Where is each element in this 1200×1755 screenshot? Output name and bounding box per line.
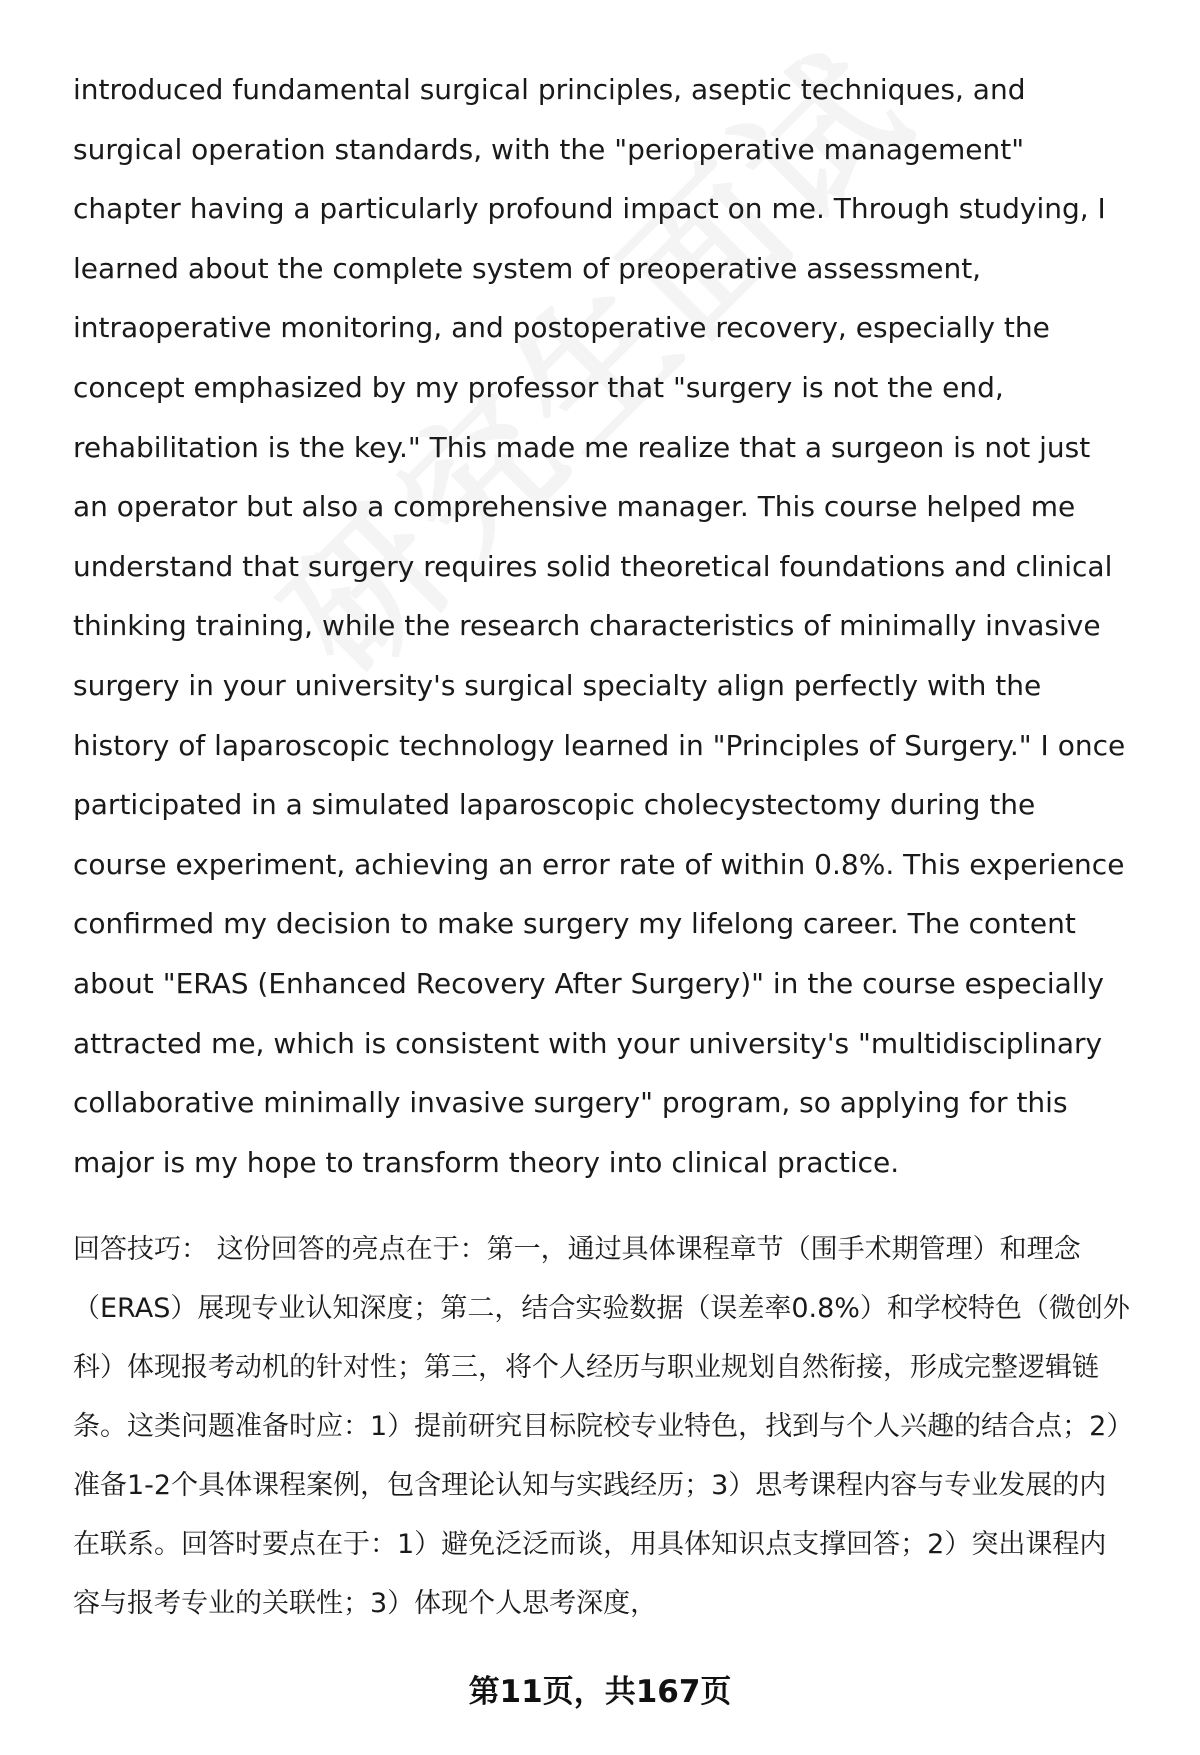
page-number-footer: 第11页，共167页 — [468, 1674, 732, 1710]
answer-tips-paragraph: 回答技巧： 这份回答的亮点在于：第一，通过具体课程章节（围手术期管理）和理念（ERAS）展现专业认知深度；第二，结合实验数据（误差率0.8%）和学校特色（微创外科）体现报考动机的针对性；第三，将个人经历与职业规划自然衔接，形成完整逻辑链条。这类问题准备时应：1）提前研究目标院校专业特色，找到与个人兴趣的结合点；2）准备1-2个具体课程案例，包含理论认知与实践经历；3）思考课程内容与专业发展的内在联系。回答时要点在于：1）避免泛泛而谈，用具体知识点支撑回答；2）突出课程内容与报考专业的关联性；3）体现个人思考深度， — [73, 1234, 1130, 1619]
body-paragraph-english: introduced fundamental surgical principles, aseptic techniques, and surgical operation standards, with the "perioperative management" chapter having a particularly profound impact on me. Through studying, I learned about the complete system of preoperative assessment, intraoperative monitoring, and postoperative recovery, especially the concept emphasized by my professor that "surgery is not the end, rehabilitation is the key." This made me realize that a surgeon is not just an operator but also a comprehensive manager. This course helped me understand that surgery requires solid theoretical foundations and clinical thinking training, while the research characteristics of minimally invasive surgery in your university's surgical specialty align perfectly with the history of laparoscopic technology learned in "Principles of Surgery." I once participated in a simulated laparoscopic cholecystectomy during the course experiment, achieving an error rate of within 0.8%. This experience confirmed my decision to make surgery my lifelong career. The content about "ERAS (Enhanced Recovery After Surgery)" in the course especially attracted me, which is consistent with your university's "multidisciplinary collaborative minimally invasive surgery" program, so applying for this major is my hope to transform theory into clinical practice. — [73, 73, 1126, 1179]
